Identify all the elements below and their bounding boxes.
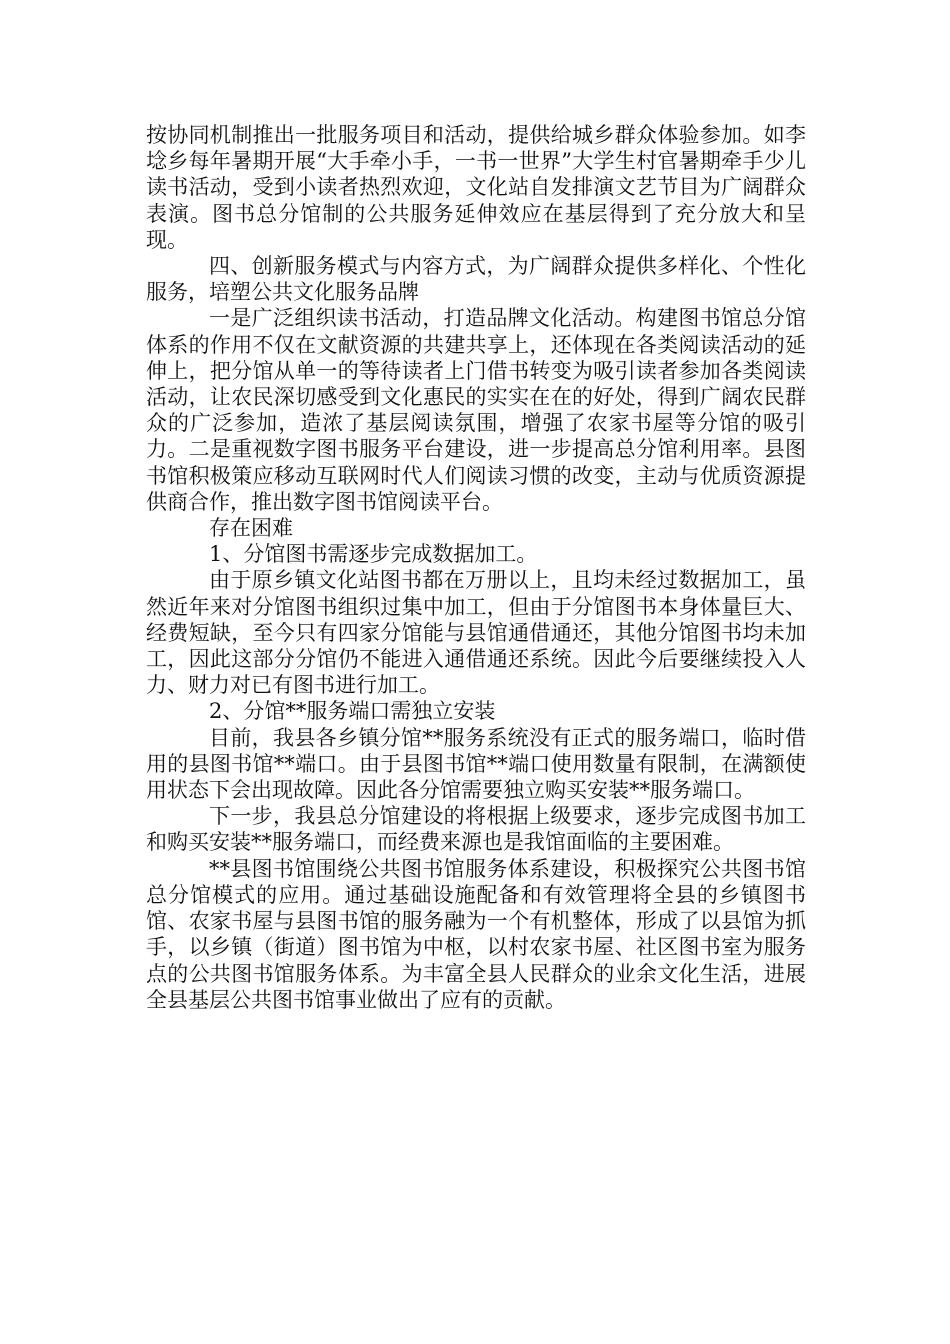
subheading-data-processing: 1、分馆图书需逐步完成数据加工。 — [209, 542, 538, 567]
paragraph-service-projects: 按协同机制推出一批服务项目和活动，提供给城乡群众体验参加。如李埝乡每年暑期开展“大手牵小手，一书一世界”大学生村官暑期牵手少儿读书活动，受到小读者热烈欢迎，文化站自发排演文艺节目为广阔群众表演。图书总分馆制的公共服务延伸效应在基层得到了充分放大和呈现。 — [146, 123, 806, 252]
section-heading-four: 四、创新服务模式与内容方式，为广阔群众提供多样化、个性化服务，培塑公共文化服务品牌 — [146, 254, 806, 305]
paragraph-conclusion: **县图书馆围绕公共图书馆服务体系建设，积极探究公共图书馆总分馆模式的应用。通过基础设施配备和有效管理将全县的乡镇图书馆、农家书屋与县图书馆的服务融为一个有机整体，形成了以县馆为抓手，以乡镇（街道）图书馆为中枢，以村农家书屋、社区图书室为服务点的公共图书馆服务体系。为丰富全县人民群众的业余文化生活，进展全县基层公共图书馆事业做出了应有的贡献。 — [146, 856, 806, 1012]
paragraph-reading-activities: 一是广泛组织读书活动，打造品牌文化活动。构建图书馆总分馆体系的作用不仅在文献资源的共建共享上，还体现在各类阅读活动的延伸上，把分馆从单一的等待读者上门借书转变为吸引读者参加各类阅读活动，让农民深切感受到文化惠民的实实在在的好处，得到广阔农民群众的广泛参加，造浓了基层阅读氛围，增强了农家书屋等分馆的吸引力。二是重视数字图书服务平台建设，进一步提高总分馆利用率。县图书馆积极策应移动互联网时代人们阅读习惯的改变，主动与优质资源提供商合作，推出数字图书馆阅读平台。 — [146, 306, 806, 514]
subheading-service-port: 2、分馆**服务端口需独立安装 — [209, 699, 496, 724]
paragraph-service-port: 目前，我县各乡镇分馆**服务系统没有正式的服务端口，临时借用的县图书馆**端口。由于县图书馆**端口使用数量有限制，在满额使用状态下会出现故障。因此各分馆需要独立购买安装**服务端口。 — [146, 725, 806, 803]
paragraph-data-processing: 由于原乡镇文化站图书都在万册以上，且均未经过数据加工，虽然近年来对分馆图书组织过集中加工，但由于分馆图书本身体量巨大、经费短缺，至今只有四家分馆能与县馆通借通还，其他分馆图书均未加工，因此这部分分馆仍不能进入通借通还系统。因此今后要继续投入人力、财力对已有图书进行加工。 — [146, 568, 806, 698]
document-body — [146, 122, 806, 1013]
paragraph-next-steps: 下一步，我县总分馆建设的将根据上级要求，逐步完成图书加工和购买安装**服务端口，而经费来源也是我馆面临的主要困难。 — [146, 804, 806, 855]
section-heading-difficulties: 存在困难 — [209, 516, 293, 541]
